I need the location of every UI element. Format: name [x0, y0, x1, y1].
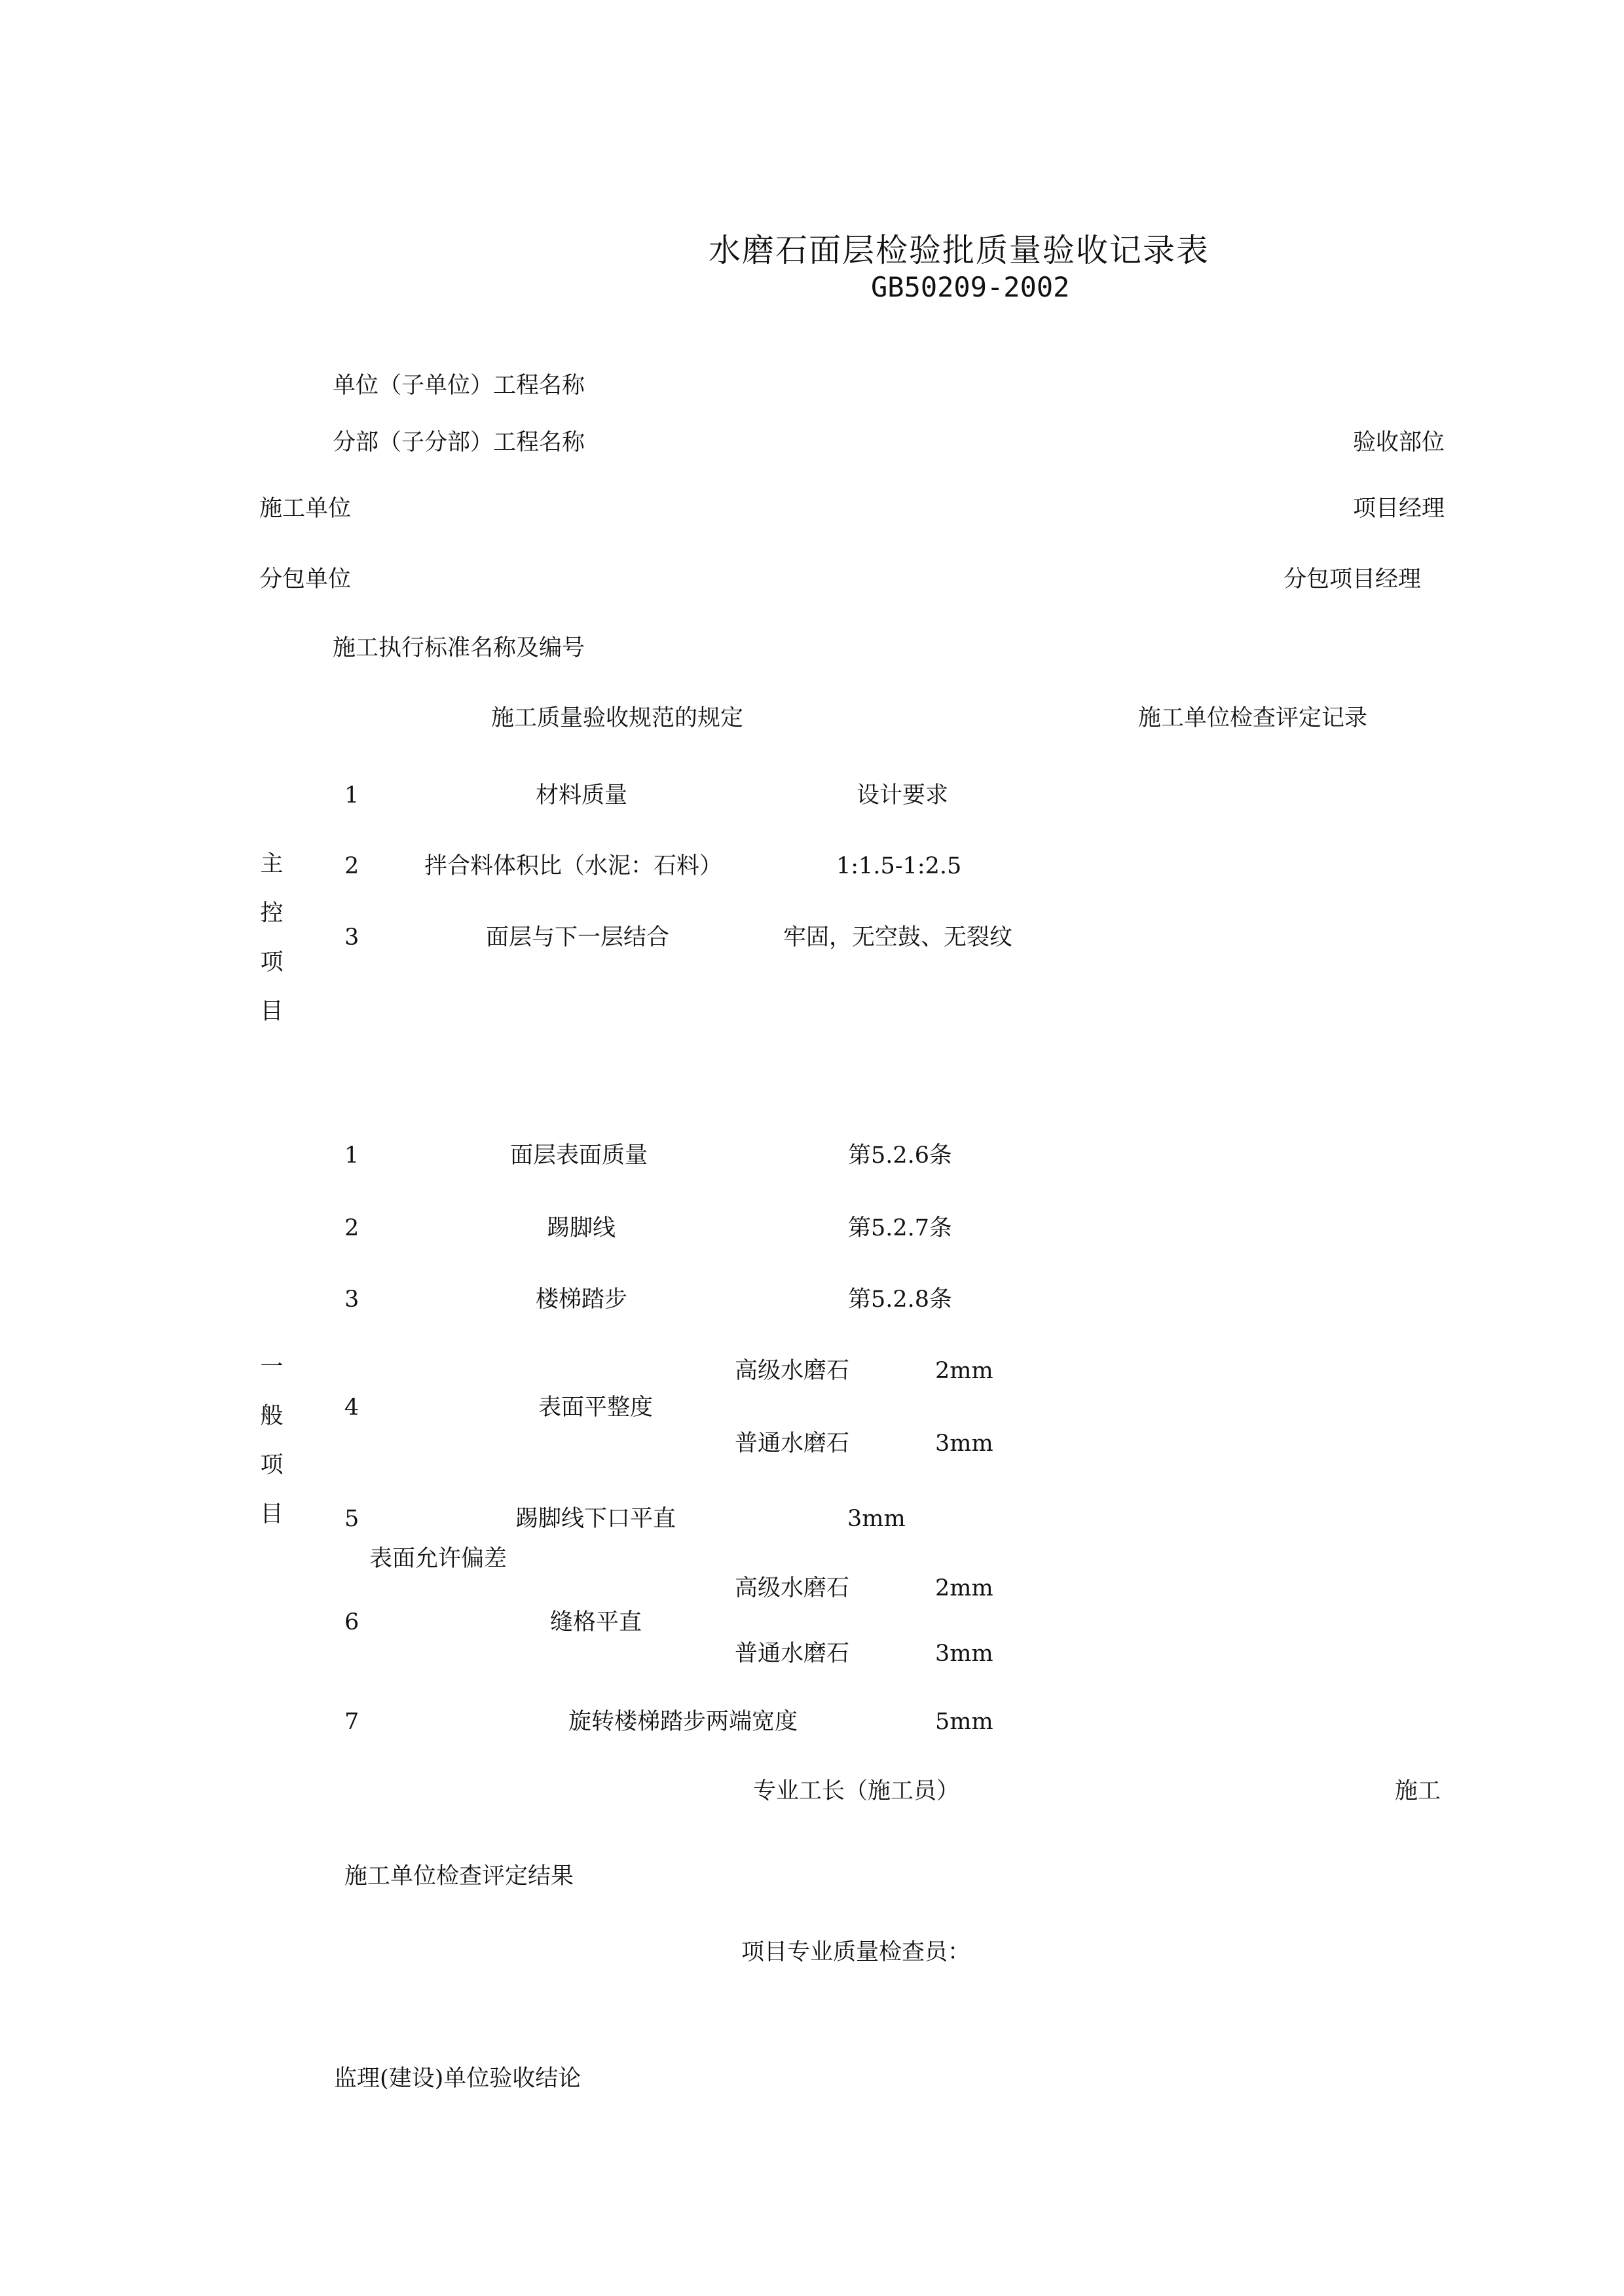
- general-item-number: 3: [344, 1286, 360, 1313]
- general-item-number: 1: [344, 1142, 360, 1169]
- general-item-name: 旋转楼梯踏步两端宽度: [568, 1709, 798, 1735]
- general-item-number: 2: [344, 1215, 360, 1241]
- tolerance-value: 2mm: [935, 1575, 993, 1601]
- main-item-requirement: 设计要求: [857, 782, 949, 809]
- main-control-char: 目: [260, 998, 284, 1025]
- general-item-requirement: 第5.2.8条: [848, 1286, 953, 1313]
- general-label-char: 般: [260, 1403, 284, 1429]
- general-item-name: 面层表面质量: [510, 1142, 648, 1169]
- standard-label: 施工执行标准名称及编号: [333, 635, 585, 661]
- general-item-requirement: 第5.2.7条: [848, 1215, 953, 1241]
- sub-project-label: 分部（子分部）工程名称: [333, 429, 585, 456]
- tolerance-grade: 普通水磨石: [735, 1430, 850, 1457]
- acceptance-part-label: 验收部位: [1353, 429, 1445, 456]
- supervision-conclusion-label: 监理(建设)单位验收结论: [334, 2066, 581, 2092]
- main-item-number: 1: [344, 782, 360, 809]
- document-title: 水磨石面层检验批质量验收记录表: [709, 232, 1210, 269]
- general-label-char: 项: [260, 1452, 284, 1478]
- main-item-number: 2: [344, 853, 360, 879]
- general-item-number: 4: [344, 1394, 360, 1421]
- general-items-label: [255, 1343, 288, 1539]
- main-item-name: 拌合料体积比（水泥：石料）: [424, 853, 723, 879]
- spec-column-header: 施工质量验收规范的规定: [491, 705, 744, 731]
- construction-unit-label: 施工单位: [259, 496, 352, 522]
- tolerance-grade: 普通水磨石: [735, 1641, 850, 1667]
- record-column-header: 施工单位检查评定记录: [1138, 705, 1368, 731]
- general-label-char: 一: [260, 1354, 284, 1380]
- general-item-name: 楼梯踏步: [536, 1286, 628, 1313]
- general-label-char: 目: [260, 1501, 284, 1527]
- tolerance-value: 3mm: [935, 1430, 993, 1457]
- general-item-name: 踢脚线下口平直: [515, 1506, 676, 1532]
- subcontract-unit-label: 分包单位: [259, 566, 352, 592]
- unit-project-label: 单位（子单位）工程名称: [333, 373, 585, 399]
- tolerance-grade: 高级水磨石: [735, 1358, 850, 1384]
- quality-inspector-label: 项目专业质量检查员：: [741, 1939, 971, 1965]
- tolerance-grade: 高级水磨石: [735, 1575, 850, 1601]
- general-item-number: 5: [344, 1506, 360, 1532]
- foreman-label: 专业工长（施工员）: [753, 1778, 960, 1804]
- general-item-name: 缝格平直: [550, 1609, 642, 1635]
- main-item-requirement: 1:1.5-1:2.5: [836, 853, 962, 879]
- general-item-number: 6: [344, 1609, 360, 1635]
- general-item-number: 7: [344, 1709, 360, 1735]
- general-item-name: 表面平整度: [538, 1394, 654, 1421]
- main-control-char: 控: [260, 900, 284, 926]
- construction-short-label: 施工: [1395, 1778, 1441, 1804]
- main-item-requirement: 牢固，无空鼓、无裂纹: [783, 924, 1013, 951]
- standard-code: GB50209-2002: [871, 271, 1070, 303]
- tolerance-value: 2mm: [935, 1358, 993, 1384]
- tolerance-value: 3mm: [935, 1641, 993, 1667]
- main-control-char: 主: [260, 851, 284, 877]
- general-item-name: 踢脚线: [547, 1215, 616, 1241]
- check-result-label: 施工单位检查评定结果: [344, 1863, 574, 1889]
- allowable-deviation-label: 表面允许偏差: [369, 1546, 507, 1572]
- general-item-requirement: 第5.2.6条: [848, 1142, 953, 1169]
- main-control-char: 项: [260, 949, 284, 975]
- tolerance-value: 5mm: [935, 1709, 993, 1735]
- tolerance-value: 3mm: [847, 1506, 906, 1532]
- subcontract-manager-label: 分包项目经理: [1283, 566, 1422, 592]
- main-item-name: 材料质量: [536, 782, 628, 809]
- main-item-name: 面层与下一层结合: [486, 924, 670, 951]
- main-item-number: 3: [344, 924, 360, 951]
- main-control-label: [255, 840, 288, 1036]
- project-manager-label: 项目经理: [1353, 496, 1445, 522]
